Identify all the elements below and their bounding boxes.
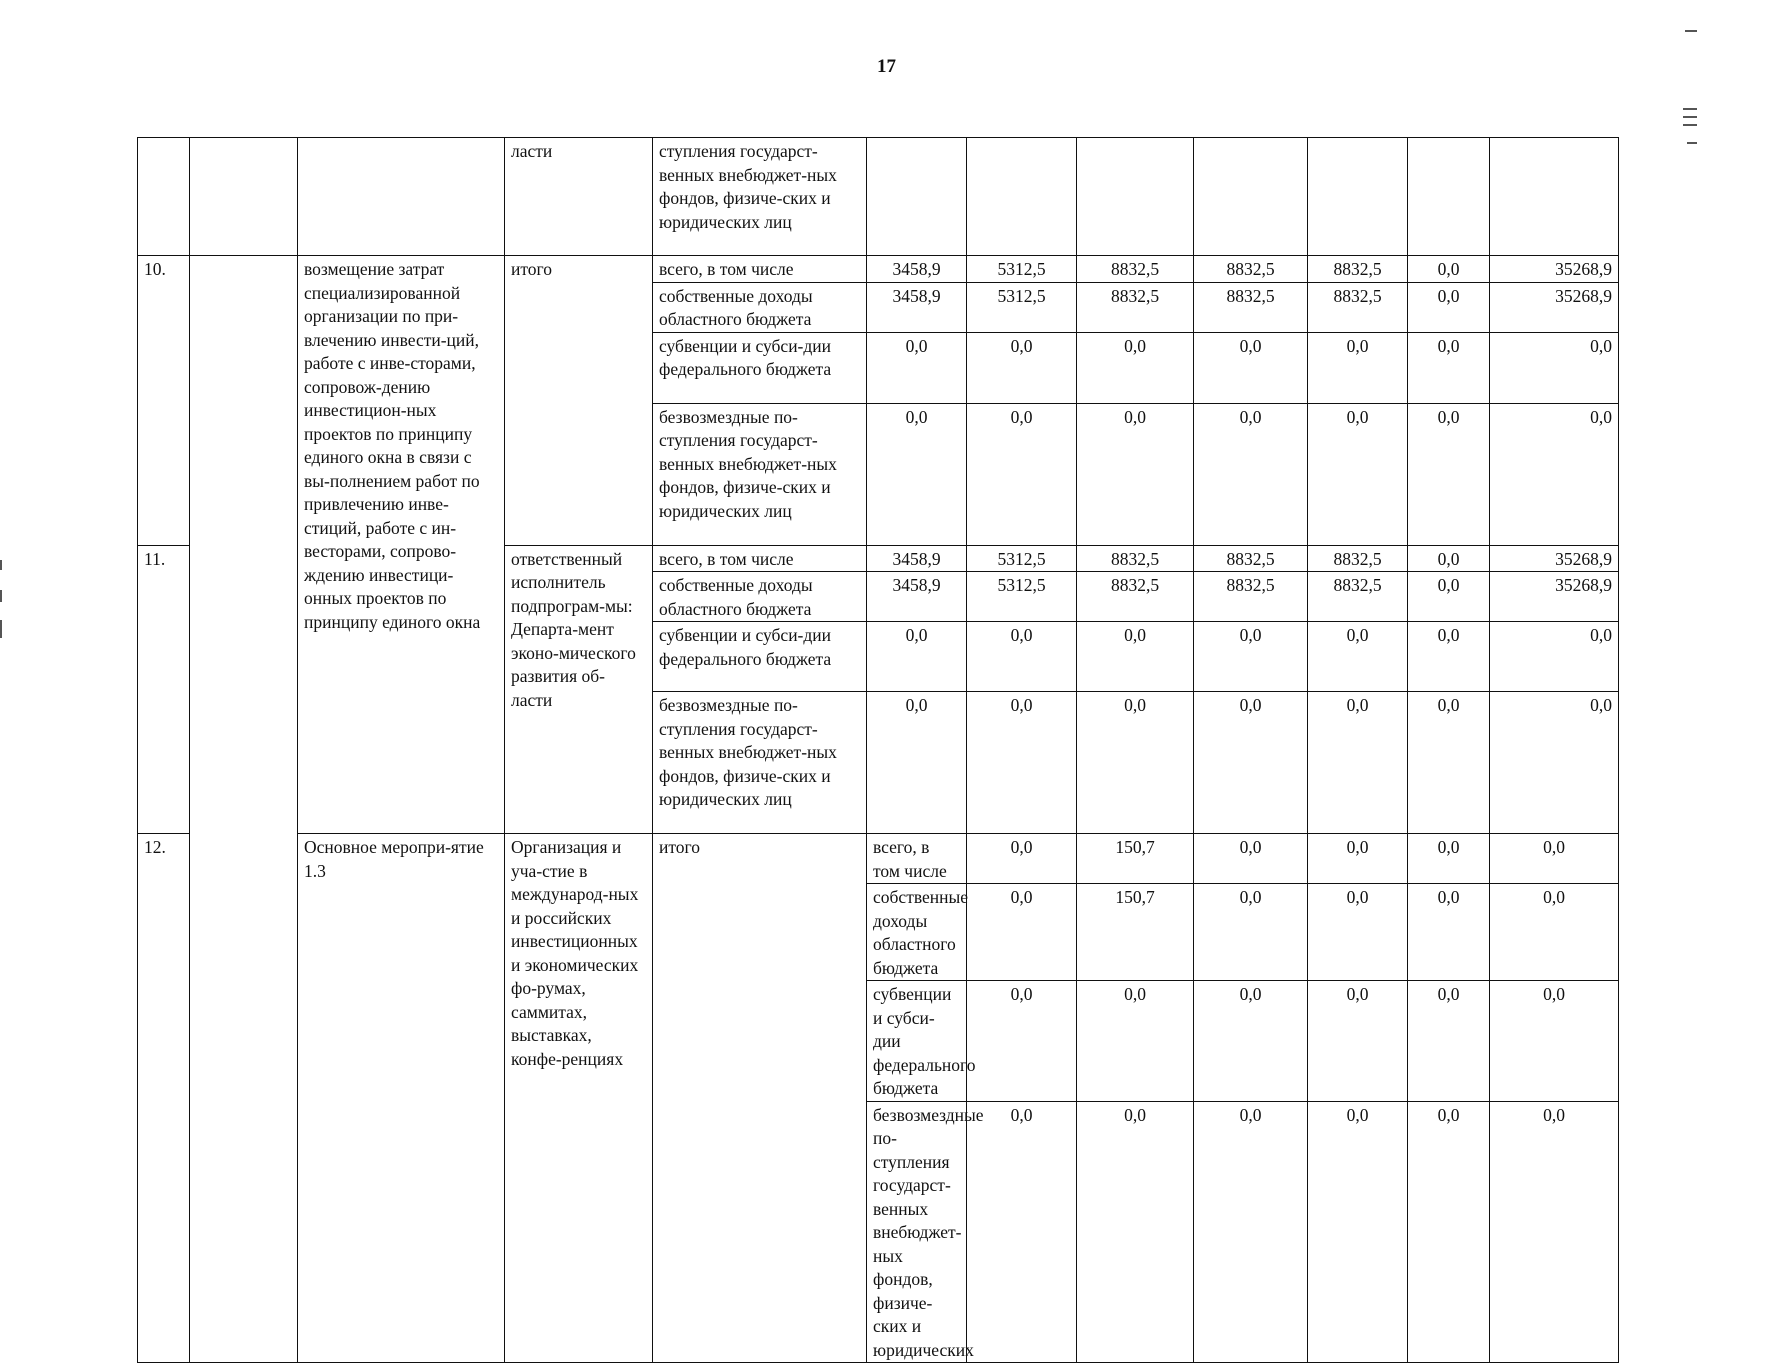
value-cell: 0,0 bbox=[1077, 1101, 1194, 1363]
name-cell bbox=[298, 138, 505, 256]
value-cell: 8832,5 bbox=[1194, 572, 1308, 622]
value-cell bbox=[1308, 138, 1408, 256]
page-number: 17 bbox=[877, 56, 896, 77]
value-cell bbox=[1490, 138, 1619, 256]
source-label: субвенции и субси-дии федерального бюджета bbox=[867, 981, 967, 1102]
source-label: безвозмездные по-ступления государст-венных внебюджет-ных фондов, физиче-ских и юридических лиц bbox=[653, 692, 867, 834]
value-cell: 8832,5 bbox=[1308, 572, 1408, 622]
value-cell: 0,0 bbox=[1308, 692, 1408, 834]
value-cell: 0,0 bbox=[1408, 981, 1490, 1102]
value-cell: 0,0 bbox=[867, 403, 967, 545]
status-cell bbox=[190, 256, 298, 1363]
value-cell: 0,0 bbox=[1077, 332, 1194, 403]
source-label: безвозмездные по-ступления государст-венных внебюджет-ных фондов, физиче-ских и юридических лиц bbox=[653, 403, 867, 545]
value-cell: 5312,5 bbox=[967, 282, 1077, 332]
value-cell: 0,0 bbox=[1308, 834, 1408, 884]
value-cell: 0,0 bbox=[1077, 692, 1194, 834]
value-cell: 8832,5 bbox=[1077, 282, 1194, 332]
value-cell: 0,0 bbox=[967, 622, 1077, 692]
value-cell: 0,0 bbox=[1194, 884, 1308, 981]
status-cell bbox=[190, 138, 298, 256]
value-cell: 8832,5 bbox=[1308, 256, 1408, 283]
source-label: безвозмездные по-ступления государст-венных внебюджет-ных фондов, физиче-ских и юридических bbox=[867, 1101, 967, 1363]
value-cell bbox=[1194, 138, 1308, 256]
value-cell: 0,0 bbox=[1408, 332, 1490, 403]
value-cell: 0,0 bbox=[1408, 572, 1490, 622]
value-cell: 0,0 bbox=[1490, 834, 1619, 884]
value-cell: 8832,5 bbox=[1194, 282, 1308, 332]
value-cell: 35268,9 bbox=[1490, 256, 1619, 283]
executor-cell: итого bbox=[505, 256, 653, 546]
executor-cell: итого bbox=[653, 834, 867, 1363]
value-cell: 8832,5 bbox=[1077, 572, 1194, 622]
scan-edge-marks-left bbox=[0, 560, 6, 650]
measure-name: Организация и уча-стие в международ-ных и российских инвестиционных и экономических фо-румах, саммитах, выставках, конфе-ренциях bbox=[505, 834, 653, 1363]
value-cell: 3458,9 bbox=[867, 282, 967, 332]
value-cell: 5312,5 bbox=[967, 572, 1077, 622]
value-cell: 0,0 bbox=[1308, 332, 1408, 403]
executor-cell: ответственный исполнитель подпрограм-мы: Департа-мент эконо-мического развития об-ласти bbox=[505, 545, 653, 834]
value-cell: 0,0 bbox=[1194, 622, 1308, 692]
row-number: 12. bbox=[138, 834, 190, 1363]
value-cell: 3458,9 bbox=[867, 545, 967, 572]
value-cell: 0,0 bbox=[1408, 834, 1490, 884]
value-cell bbox=[1408, 138, 1490, 256]
source-label: собственные доходы областного бюджета bbox=[867, 884, 967, 981]
value-cell: 0,0 bbox=[1408, 545, 1490, 572]
measure-name: возмещение затрат специализированной организации по при-влечению инвести-ций, работе с инве-сторами, сопровож-дению инвестицион-ных проектов по принципу единого окна в связи с вы-полнением работ по привлечению инве-стиций, работе с ин-весторами, сопрово-ждению инвестици-онных проектов по принципу единого окна bbox=[298, 256, 505, 834]
value-cell: 0,0 bbox=[1408, 256, 1490, 283]
budget-table bbox=[137, 137, 1619, 1363]
value-cell: 0,0 bbox=[1408, 692, 1490, 834]
value-cell: 0,0 bbox=[1194, 403, 1308, 545]
value-cell: 3458,9 bbox=[867, 572, 967, 622]
value-cell: 0,0 bbox=[867, 692, 967, 834]
value-cell: 150,7 bbox=[1077, 884, 1194, 981]
value-cell: 0,0 bbox=[1077, 622, 1194, 692]
value-cell: 0,0 bbox=[1408, 622, 1490, 692]
table-row bbox=[138, 256, 1619, 283]
value-cell: 8832,5 bbox=[1077, 256, 1194, 283]
row-number-cell bbox=[138, 138, 190, 256]
value-cell: 8832,5 bbox=[1194, 545, 1308, 572]
value-cell: 0,0 bbox=[1308, 622, 1408, 692]
value-cell: 0,0 bbox=[1077, 981, 1194, 1102]
source-label: субвенции и субси-дии федерального бюджета bbox=[653, 332, 867, 403]
table-row bbox=[138, 138, 1619, 256]
source-label: собственные доходы областного бюджета bbox=[653, 572, 867, 622]
value-cell: 0,0 bbox=[1194, 1101, 1308, 1363]
row-number: 11. bbox=[138, 545, 190, 834]
value-cell: 5312,5 bbox=[967, 256, 1077, 283]
value-cell: 0,0 bbox=[1490, 403, 1619, 545]
value-cell: 0,0 bbox=[1077, 403, 1194, 545]
value-cell: 0,0 bbox=[967, 403, 1077, 545]
value-cell: 5312,5 bbox=[967, 545, 1077, 572]
value-cell: 8832,5 bbox=[1308, 545, 1408, 572]
source-label: собственные доходы областного бюджета bbox=[653, 282, 867, 332]
value-cell: 0,0 bbox=[967, 834, 1077, 884]
value-cell: 0,0 bbox=[867, 332, 967, 403]
value-cell: 0,0 bbox=[1308, 1101, 1408, 1363]
value-cell: 8832,5 bbox=[1194, 256, 1308, 283]
value-cell: 0,0 bbox=[1408, 282, 1490, 332]
status-cell: Основное меропри-ятие 1.3 bbox=[298, 834, 505, 1363]
value-cell: 0,0 bbox=[967, 692, 1077, 834]
value-cell: 0,0 bbox=[967, 332, 1077, 403]
value-cell: 0,0 bbox=[967, 981, 1077, 1102]
value-cell: 35268,9 bbox=[1490, 572, 1619, 622]
source-label: ступления государст-венных внебюджет-ных фондов, физиче-ских и юридических лиц bbox=[653, 138, 867, 256]
value-cell bbox=[1077, 138, 1194, 256]
value-cell: 0,0 bbox=[1308, 403, 1408, 545]
scan-edge-marks bbox=[1683, 30, 1697, 150]
value-cell: 0,0 bbox=[1408, 884, 1490, 981]
value-cell bbox=[867, 138, 967, 256]
value-cell: 0,0 bbox=[967, 1101, 1077, 1363]
value-cell: 0,0 bbox=[867, 622, 967, 692]
value-cell: 0,0 bbox=[1490, 981, 1619, 1102]
source-label: всего, в том числе bbox=[867, 834, 967, 884]
source-label: всего, в том числе bbox=[653, 256, 867, 283]
value-cell: 0,0 bbox=[1490, 332, 1619, 403]
value-cell: 3458,9 bbox=[867, 256, 967, 283]
value-cell: 0,0 bbox=[1490, 692, 1619, 834]
value-cell: 8832,5 bbox=[1077, 545, 1194, 572]
value-cell: 150,7 bbox=[1077, 834, 1194, 884]
value-cell: 0,0 bbox=[1308, 884, 1408, 981]
row-number: 10. bbox=[138, 256, 190, 546]
value-cell: 35268,9 bbox=[1490, 282, 1619, 332]
value-cell: 8832,5 bbox=[1308, 282, 1408, 332]
source-label: субвенции и субси-дии федерального бюджета bbox=[653, 622, 867, 692]
value-cell: 0,0 bbox=[1490, 622, 1619, 692]
source-label: всего, в том числе bbox=[653, 545, 867, 572]
value-cell: 0,0 bbox=[1308, 981, 1408, 1102]
value-cell: 0,0 bbox=[1194, 332, 1308, 403]
value-cell: 0,0 bbox=[1194, 834, 1308, 884]
value-cell: 0,0 bbox=[1408, 1101, 1490, 1363]
value-cell: 0,0 bbox=[1194, 692, 1308, 834]
value-cell: 35268,9 bbox=[1490, 545, 1619, 572]
executor-cell: ласти bbox=[505, 138, 653, 256]
value-cell bbox=[967, 138, 1077, 256]
value-cell: 0,0 bbox=[967, 884, 1077, 981]
value-cell: 0,0 bbox=[1408, 403, 1490, 545]
table-row bbox=[138, 834, 1619, 884]
value-cell: 0,0 bbox=[1194, 981, 1308, 1102]
value-cell: 0,0 bbox=[1490, 1101, 1619, 1363]
value-cell: 0,0 bbox=[1490, 884, 1619, 981]
